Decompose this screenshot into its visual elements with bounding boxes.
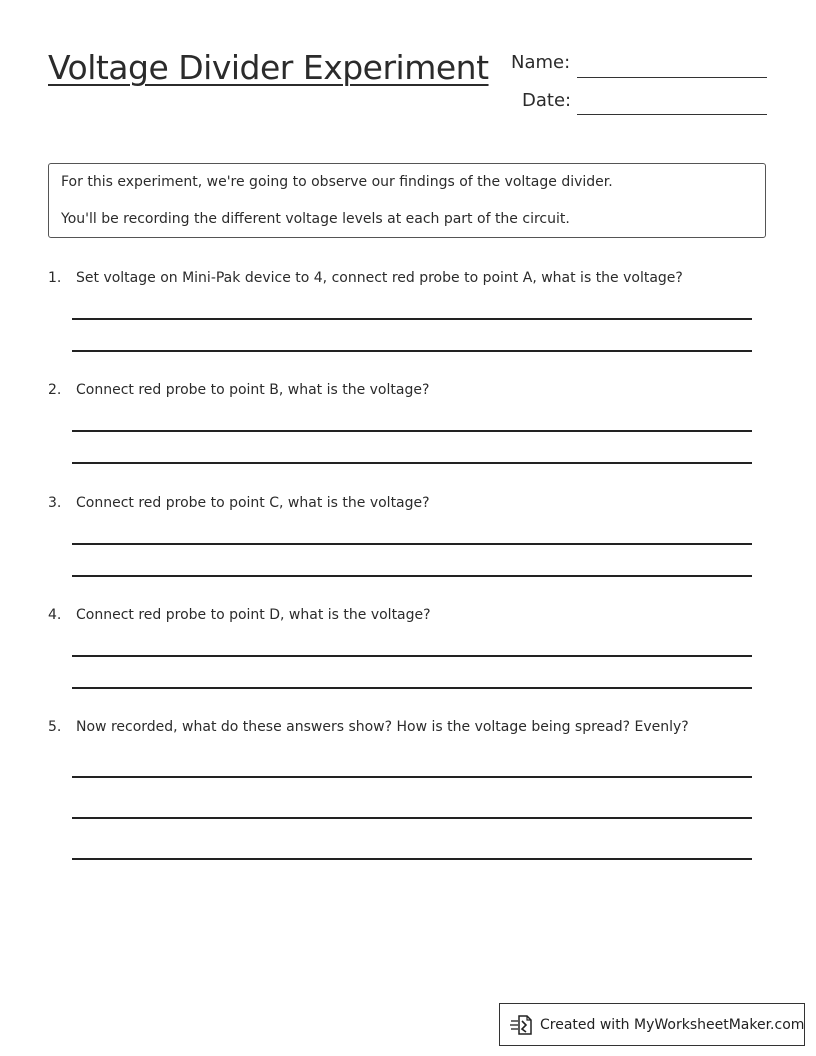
name-field[interactable] [577,77,767,78]
question-3 [48,495,430,511]
worksheet-maker-logo-icon [510,1014,532,1036]
question-text: Connect red probe to point D, what is the voltage? [76,607,431,623]
answer-line[interactable] [72,687,752,689]
question-5 [48,719,689,735]
answer-line[interactable] [72,858,752,860]
question-text: Set voltage on Mini-Pak device to 4, connect red probe to point A, what is the voltage? [76,270,683,286]
question-number: 3. [48,495,62,511]
answer-line[interactable] [72,655,752,657]
question-number: 2. [48,382,62,398]
answer-line[interactable] [72,543,752,545]
question-text: Connect red probe to point C, what is the voltage? [76,495,430,511]
answer-line[interactable] [72,817,752,819]
answer-line[interactable] [72,430,752,432]
question-text: Connect red probe to point B, what is the voltage? [76,382,430,398]
question-4 [48,607,431,623]
question-number: 5. [48,719,62,735]
date-field[interactable] [577,114,767,115]
date-label: Date: [522,90,572,111]
question-2 [48,382,429,398]
answer-line[interactable] [72,350,752,352]
footer-credit[interactable] [499,1003,805,1046]
answer-line[interactable] [72,462,752,464]
answer-line[interactable] [72,776,752,778]
question-1 [48,270,683,286]
question-text: Now recorded, what do these answers show? How is the voltage being spread? Evenly? [76,719,689,735]
intro-box [48,163,766,238]
intro-text-2: You'll be recording the different voltage levels at each part of the circuit. [61,211,570,227]
answer-line[interactable] [72,318,752,320]
question-number: 1. [48,270,62,286]
question-number: 4. [48,607,62,623]
answer-line[interactable] [72,575,752,577]
intro-text-1: For this experiment, we're going to observe our findings of the voltage divider. [61,174,613,190]
worksheet-title: Voltage Divider Experiment [48,48,489,87]
footer-text: Created with MyWorksheetMaker.com [540,1016,805,1033]
name-label: Name: [511,52,571,73]
